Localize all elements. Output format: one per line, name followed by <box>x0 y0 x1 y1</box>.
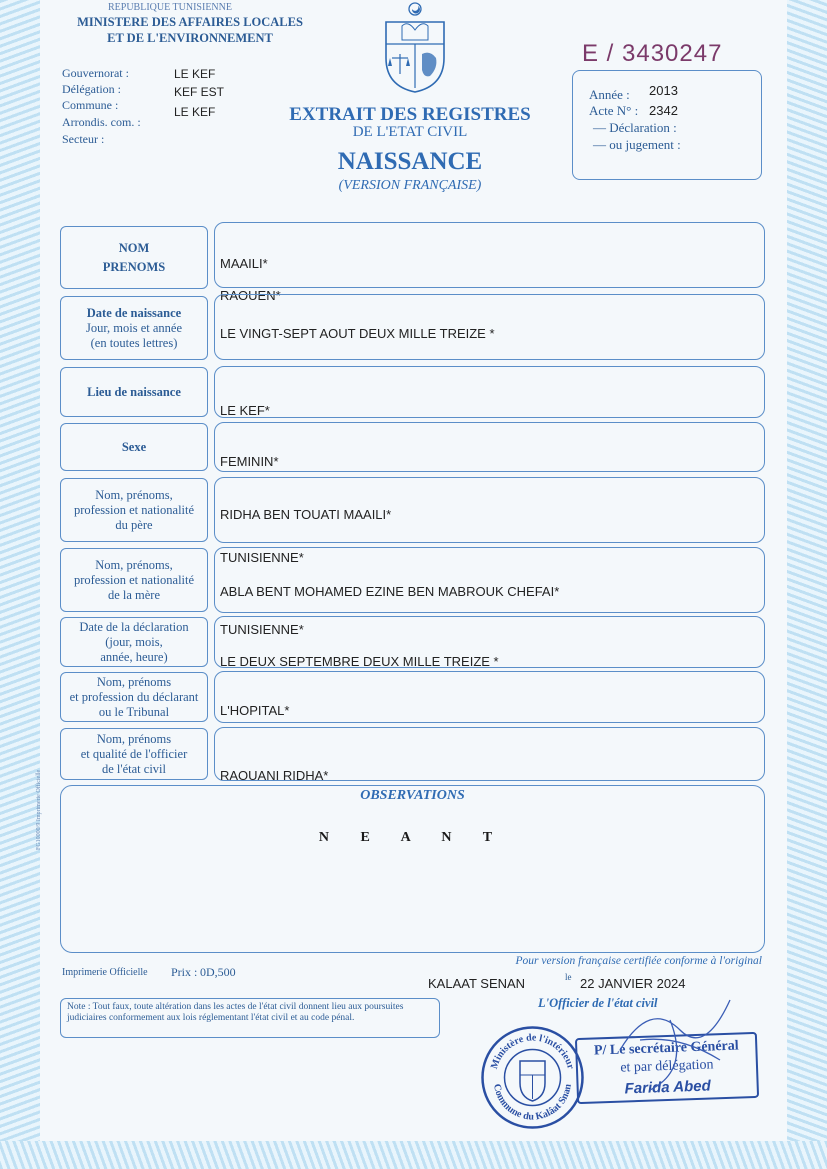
jugement-label: — ou jugement : <box>593 137 681 152</box>
nom-label: NOM <box>118 240 150 255</box>
document-subtitle: DE L'ETAT CIVIL <box>352 124 468 140</box>
commune-value: LE KEF <box>174 105 216 119</box>
pere-value: RIDHA BEN TOUATI MAAILI* <box>220 507 392 522</box>
ministry-line-1: MINISTERE DES AFFAIRES LOCALES <box>77 15 303 29</box>
officier-value: RAOUANI RIDHA* <box>220 768 329 783</box>
officier-signature-label: L'Officier de l'état civil <box>538 996 658 1010</box>
issue-date: 22 JANVIER 2024 <box>580 976 686 991</box>
declaration-date-label-box <box>60 617 208 667</box>
ministry-line-2: ET DE L'ENVIRONNEMENT <box>107 31 273 45</box>
prenoms-label: PRENOMS <box>102 259 166 274</box>
mere-nationalite-value: TUNISIENNE* <box>220 622 304 637</box>
nom-prenoms-value-box <box>214 222 765 288</box>
gouvernorat-label: Gouvernorat : <box>62 66 129 80</box>
sexe-value: FEMININ* <box>220 454 279 469</box>
date-naissance-sublabel-2: (en toutes lettres) <box>90 335 178 350</box>
sexe-label-box <box>60 423 208 471</box>
mere-value: ABLA BENT MOHAMED EZINE BEN MABROUK CHEFAI* <box>220 584 560 599</box>
issue-le: le <box>565 972 572 982</box>
ministry-header <box>60 14 320 46</box>
document-type: NAISSANCE <box>337 148 483 175</box>
mere-label-3: de la mère <box>107 587 161 602</box>
commune-label: Commune : <box>62 98 119 112</box>
round-stamp-bottom-text: Commune du Kalâat Snan <box>491 1083 574 1123</box>
declarant-value-box <box>214 671 765 723</box>
declarant-label-2: et profession du déclarant <box>69 689 199 704</box>
mere-value-box <box>214 547 765 613</box>
lieu-naissance-label: Lieu de naissance <box>87 384 181 399</box>
stamp-line-1: P/ Le secrétaire Général <box>593 1038 739 1059</box>
stamp-line-2: et par délégation <box>620 1057 714 1076</box>
decorative-border-left <box>0 0 40 1169</box>
delegation-label: Délégation : <box>62 82 121 96</box>
officier-label-1: Nom, prénoms <box>96 731 172 746</box>
republic-header: REPUBLIQUE TUNISIENNE <box>108 2 232 13</box>
certification-text: Pour version française certifiée conforme à l'original <box>515 955 762 967</box>
handwritten-signature-icon <box>610 980 740 1100</box>
prix-label: Prix : <box>171 965 198 979</box>
nom-prenoms-label-box <box>60 226 208 289</box>
decorative-border-bottom <box>0 1141 827 1169</box>
lieu-naissance-value-box <box>214 366 765 418</box>
stamp-line-3: Farida Abed <box>624 1077 712 1098</box>
imprimerie-label: Imprimerie Officielle <box>62 967 148 978</box>
lieu-naissance-label-box <box>60 367 208 417</box>
date-naissance-label-box <box>60 296 208 360</box>
pere-label-1: Nom, prénoms, <box>95 487 173 502</box>
officier-label-box <box>60 728 208 780</box>
arrondissement-label: Arrondis. com. : <box>62 115 141 129</box>
declaration-label: — Déclaration : <box>593 120 677 135</box>
mere-label-2: profession et nationalité <box>73 572 195 587</box>
version-label: (VERSION FRANÇAISE) <box>338 178 482 193</box>
pere-label-3: du père <box>115 517 153 532</box>
tunisian-coat-of-arms-icon <box>378 0 452 94</box>
lieu-naissance-value: LE KEF* <box>220 403 270 418</box>
annee-value: 2013 <box>649 83 678 98</box>
declaration-date-label-1: Date de la déclaration <box>79 619 189 634</box>
observations-value: N E A N T <box>318 830 507 845</box>
serial-number: E / 3430247 <box>582 40 723 67</box>
declarant-label-3: ou le Tribunal <box>98 704 170 719</box>
document-title: EXTRAIT DES REGISTRES <box>289 104 531 125</box>
delegation-value: KEF EST <box>174 85 225 99</box>
date-naissance-value: LE VINGT-SEPT AOUT DEUX MILLE TREIZE * <box>220 326 495 341</box>
printer-side-mark: FG10000/9 Imprimerie Officielle <box>36 769 42 850</box>
declarant-label-box <box>60 672 208 722</box>
pere-nationalite-value: TUNISIENNE* <box>220 550 304 565</box>
pere-label-2: profession et nationalité <box>73 502 195 517</box>
prix-value: 0D,500 <box>200 965 236 979</box>
nom-value: MAAILI* <box>220 256 268 271</box>
date-naissance-label: Date de naissance <box>86 305 182 320</box>
gouvernorat-value: LE KEF <box>174 67 216 81</box>
mere-label-box <box>60 548 208 612</box>
date-naissance-sublabel: Jour, mois et année <box>85 320 182 335</box>
declaration-date-label-2: (jour, mois, <box>105 634 163 649</box>
acte-number-label: Acte N° : <box>589 103 639 118</box>
mere-label-1: Nom, prénoms, <box>95 557 173 572</box>
pere-label-box <box>60 478 208 542</box>
officier-label-2: et qualité de l'officier <box>80 746 188 761</box>
declarant-value: L'HOPITAL* <box>220 703 290 718</box>
sexe-value-box <box>214 422 765 472</box>
declaration-date-value: LE DEUX SEPTEMBRE DEUX MILLE TREIZE * <box>220 654 499 669</box>
declarant-label-1: Nom, prénoms <box>96 674 172 689</box>
declaration-date-label-3: année, heure) <box>100 649 168 664</box>
commune-round-stamp-icon <box>480 1025 585 1130</box>
legal-note: Note : Tout faux, toute altération dans les actes de l'état civil donnent lieu aux poursuites judiciaires conformement aux lois réglementant l'état civil et au code pénal. <box>60 998 440 1038</box>
sexe-label: Sexe <box>121 439 147 454</box>
prenoms-value: RAOUEN* <box>220 288 281 303</box>
decorative-border-right <box>787 0 827 1169</box>
secteur-label: Secteur : <box>62 132 105 146</box>
acte-number-value: 2342 <box>649 103 678 118</box>
observations-box <box>60 785 765 953</box>
round-stamp-top-text: Ministère de l'intérieur <box>488 1032 577 1071</box>
officier-label-3: de l'état civil <box>101 761 167 776</box>
acte-info-box <box>572 70 762 180</box>
observations-title: OBSERVATIONS <box>360 788 465 803</box>
annee-label: Année : <box>589 87 630 102</box>
issue-place: KALAAT SENAN <box>428 976 526 991</box>
